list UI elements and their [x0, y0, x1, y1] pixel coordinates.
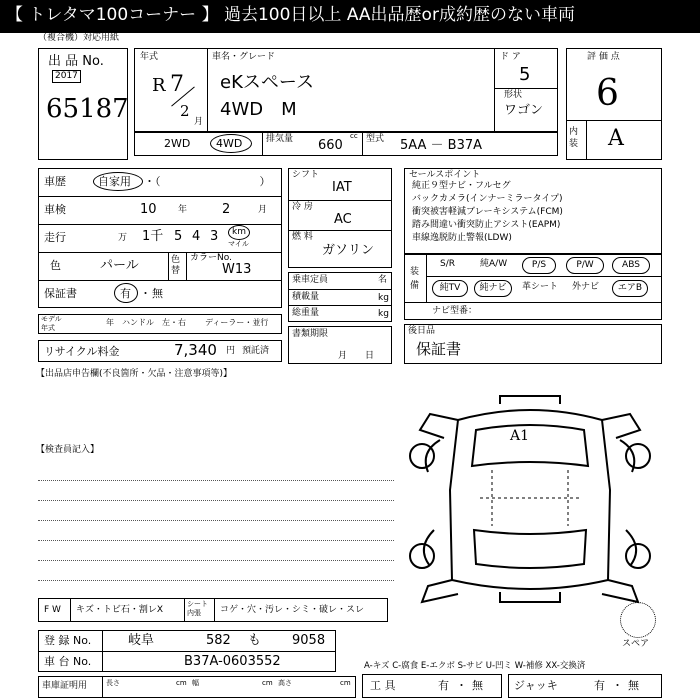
- year-era: R: [152, 75, 166, 96]
- type-value: 5AA － B37A: [400, 138, 483, 153]
- mileage-d2: 4: [192, 229, 201, 244]
- store-remarks-label: 【出品店申告欄(不良箇所・欠品・注意事項等)】: [36, 369, 233, 379]
- mileage-sen: 1千: [142, 229, 164, 244]
- history-label: 車歴: [44, 175, 66, 188]
- size-w: 幅: [192, 679, 199, 687]
- load-label: 積載量: [292, 292, 320, 302]
- diagram-mark: A1: [510, 428, 530, 444]
- lot-year: 2017: [52, 70, 81, 83]
- registration-number: 9058: [292, 633, 326, 648]
- fw-text: キズ・トビ石・割レX: [76, 605, 163, 615]
- jack-label: ジャッキ: [514, 679, 558, 692]
- displacement-label: 排気量: [266, 134, 294, 144]
- later-value: 保証書: [416, 340, 462, 358]
- mileage-unit: km: [232, 227, 246, 237]
- color-code: W13: [222, 262, 252, 277]
- year-month-unit: 月: [194, 117, 204, 127]
- year-value: 7: [170, 72, 184, 97]
- tools-sep: ・: [456, 679, 467, 692]
- warranty-yes: 有: [120, 287, 131, 300]
- shift-label: シフト: [292, 170, 320, 180]
- shift-value: IAT: [332, 180, 352, 195]
- color-swap-label: 色替: [171, 255, 181, 276]
- sales-point-3: 衝突被害軽減ブレーキシステム(FCM): [412, 207, 563, 217]
- model-name: eKスペース: [220, 72, 314, 93]
- year-month: 2: [180, 102, 190, 120]
- history-value: 自家用: [98, 175, 131, 188]
- tools-no: 無: [472, 679, 483, 692]
- fw-seat-text: コゲ・穴・汚レ・シミ・破レ・スレ: [220, 605, 365, 615]
- drive-row: [134, 132, 558, 156]
- jack-yes: 有: [594, 679, 605, 692]
- sales-point-4: 踏み間違い衝突防止アシスト(EAPM): [412, 220, 561, 230]
- modelyear-label: モデル年式: [41, 315, 62, 332]
- sales-point-1: 純正９型ナビ・フルセグ: [412, 181, 511, 191]
- registration-class: 582: [206, 633, 231, 648]
- car-damage-diagram: [400, 380, 660, 620]
- tools-label: 工 具: [370, 679, 396, 692]
- mileage-man: 万: [118, 233, 128, 243]
- equip-pw: P/W: [566, 257, 604, 274]
- size-h: 高さ: [278, 679, 292, 687]
- inspection-label: 車検: [44, 203, 66, 216]
- capacity-label: 乗車定員: [292, 275, 329, 285]
- drive-4wd: 4WD: [216, 137, 243, 150]
- recycle-label: リサイクル料金: [44, 345, 120, 358]
- top-note: （複合機）対応用紙: [38, 33, 120, 43]
- later-label: 後日品: [408, 326, 436, 336]
- model-label: 車名・グレード: [212, 52, 276, 62]
- displacement-value: 660: [318, 138, 343, 153]
- recycle-note: 預託済: [242, 346, 270, 356]
- jack-no: 無: [628, 679, 639, 692]
- inspection-month: 2: [222, 202, 231, 217]
- inspection-year-unit: 年: [178, 205, 188, 215]
- lot-number: 65187: [46, 94, 129, 124]
- shape-label: 形状: [504, 90, 523, 100]
- registration-kana: も: [248, 633, 262, 648]
- tools-yes: 有: [438, 679, 449, 692]
- color-label: 色: [50, 259, 61, 272]
- spare-label: スペア: [622, 639, 650, 649]
- sales-point-2: バックカメラ(インナーミラータイプ): [412, 194, 563, 204]
- history-suffix: ・（ ）: [144, 175, 271, 188]
- inspection-year: 10: [140, 202, 157, 217]
- equip-tv: 純TV: [432, 280, 468, 297]
- modelyear-handle: ハンドル 左・右: [122, 318, 186, 327]
- size-label: 車庫証明用: [42, 681, 88, 691]
- model-grade: 4WD M: [220, 99, 297, 120]
- registration-place: 岐阜: [128, 633, 155, 648]
- equip-sr: S/R: [440, 259, 455, 269]
- interior-value: A: [608, 126, 624, 151]
- modelyear-dealer: ディーラー・並行: [205, 318, 269, 327]
- shape-value: ワゴン: [504, 103, 544, 118]
- warranty-label: 保証書: [44, 287, 77, 300]
- equip-extnavi: 外ナビ: [572, 282, 600, 292]
- mileage-label: 走行: [44, 231, 66, 244]
- mileage-d3: 3: [210, 229, 219, 244]
- drive-2wd: 2WD: [164, 137, 191, 150]
- capacity-unit: 名: [378, 275, 388, 285]
- load-unit: kg: [378, 293, 389, 303]
- year-label: 年式: [140, 52, 159, 62]
- equip-airbag: エアB: [612, 280, 648, 297]
- type-label: 型式: [366, 134, 385, 144]
- lot-label: 出 品 No.: [48, 54, 104, 69]
- damage-legend: A-キズ C-腐食 E-エクボ S-サビ U-凹ミ W-補修 XX-交換済: [364, 661, 586, 671]
- ac-value: AC: [334, 212, 352, 227]
- weight-label: 総重量: [292, 308, 320, 318]
- equip-abs: ABS: [612, 257, 650, 274]
- modelyear-year: 年: [106, 318, 114, 327]
- inspection-month-unit: 月: [258, 205, 268, 215]
- chassis-label: 車 台 No.: [44, 655, 92, 668]
- size-cm-3: cm: [340, 679, 351, 687]
- equipment-label: 装備: [410, 267, 420, 291]
- fuel-label: 燃 料: [292, 232, 313, 242]
- banner-text: 【 トレタマ100コーナー 】 過去100日以上 AA出品歴or成約歴のない車両: [6, 5, 575, 25]
- equip-seat: 革シート: [522, 282, 559, 292]
- interior-label: 内 装: [569, 127, 579, 149]
- size-cm-2: cm: [262, 679, 273, 687]
- color-value: パール: [100, 258, 139, 273]
- warranty-no: 無: [152, 287, 163, 300]
- jack-sep: ・: [612, 679, 623, 692]
- recycle-value: 7,340: [174, 341, 217, 359]
- sales-label: セールスポイント: [409, 170, 481, 180]
- drive-selected-circle: [210, 134, 252, 153]
- navi-model-label: ナビ型番：: [432, 306, 478, 316]
- sales-point-5: 車線逸脱防止警報(LDW): [412, 233, 512, 243]
- cc-label: cc: [350, 132, 358, 140]
- docs-unit: 月 日: [338, 351, 375, 361]
- fw-seat-label: シート 内張: [187, 600, 208, 617]
- equip-aw: 純A/W: [480, 259, 508, 269]
- fw-label: F W: [44, 605, 61, 615]
- recycle-unit: 円: [226, 346, 236, 356]
- doors-label: ド ア: [500, 52, 521, 62]
- chassis-value: B37A-0603552: [184, 654, 281, 669]
- spare-circle: [620, 602, 656, 638]
- mileage-unit2: マイル: [228, 240, 249, 248]
- score-label: 評 価 点: [587, 52, 620, 62]
- ac-label: 冷 房: [292, 202, 313, 212]
- size-cm-1: cm: [176, 679, 187, 687]
- warranty-sep: ・: [140, 287, 151, 300]
- registration-label: 登 録 No.: [44, 634, 92, 647]
- doors-value: 5: [519, 64, 531, 85]
- inspector-remarks-label: 【検査員記入】: [36, 445, 100, 455]
- equip-navi: 純ナビ: [474, 280, 512, 297]
- fuel-value: ガソリン: [322, 243, 375, 258]
- mileage-d1: 5: [174, 229, 183, 244]
- equip-ps: P/S: [522, 257, 556, 274]
- color-code-label: カラーNo.: [190, 253, 232, 263]
- weight-unit: kg: [378, 309, 389, 319]
- size-len: 長さ: [106, 679, 120, 687]
- score-value: 6: [596, 73, 619, 114]
- docs-label: 書類期限: [292, 329, 329, 339]
